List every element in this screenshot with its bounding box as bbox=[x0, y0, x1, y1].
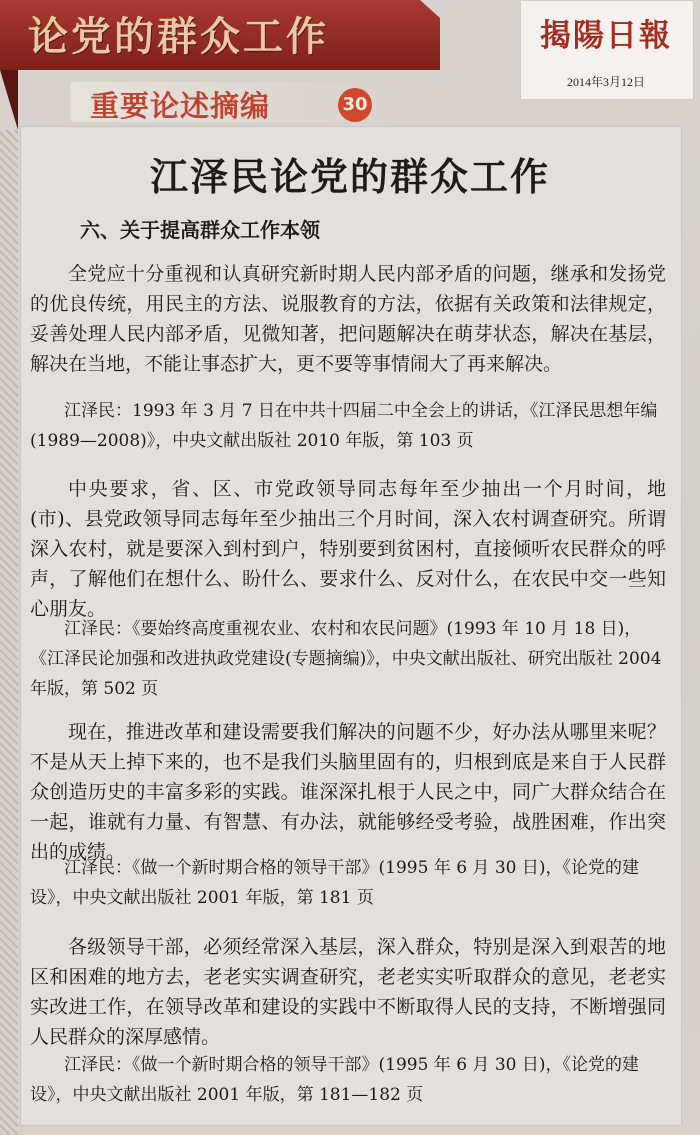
newspaper-logo: 揭陽日報 bbox=[540, 18, 672, 54]
article-headline: 江泽民论党的群众工作 bbox=[149, 155, 550, 199]
series-title: 重要论述摘编 bbox=[90, 89, 271, 123]
left-edge-hatching bbox=[0, 130, 18, 1135]
quote-citation: 江泽民：《要始终高度重视农业、农村和农民问题》(1993 年 10 月 18 日)，《江泽民论加强和改进执政党建设(专题摘编)》，中央文献出版社、研究出版社 2004 年版，第 502 页 bbox=[30, 619, 662, 699]
quote-citation: 江泽民：1993 年 3 月 7 日在中共十四届二中全会上的讲话，《江泽民思想年编(1989—2008)》，中央文献出版社 2010 年版，第 103 页 bbox=[30, 401, 658, 451]
quote-citation: 江泽民：《做一个新时期合格的领导干部》(1995 年 6 月 30 日)，《论党的建设》，中央文献出版社 2001 年版，第 181—182 页 bbox=[30, 1055, 639, 1105]
issue-date: 2014年3月12日 bbox=[566, 75, 645, 89]
column-title: 论党的群众工作 bbox=[28, 14, 329, 60]
section-heading: 六、关于提高群众工作本领 bbox=[80, 218, 320, 242]
quote-citation: 江泽民：《做一个新时期合格的领导干部》(1995 年 6 月 30 日)，《论党的建设》，中央文献出版社 2001 年版，第 181 页 bbox=[30, 858, 639, 908]
quote-paragraph: 现在，推进改革和建设需要我们解决的问题不少，好办法从哪里来呢？不是从天上掉下来的，也不是我们头脑里固有的，归根到底是来自于人民群众创造历史的丰富多彩的实践。谁深深扎根于人民之中，同广大群众结合在一起，谁就有力量、有智慧、有办法，就能够经受考验，战胜困难，作出突出的成绩。 bbox=[30, 721, 666, 863]
series-number-badge: 30 bbox=[338, 88, 372, 122]
quote-paragraph: 各级领导干部，必须经常深入基层，深入群众，特别是深入到艰苦的地区和困难的地方去，老老实实调查研究，老老实实听取群众的意见，老老实实改进工作，在领导改革和建设的实践中不断取得人民的支持，不断增强同人民群众的深厚感情。 bbox=[30, 936, 666, 1048]
quote-paragraph: 全党应十分重视和认真研究新时期人民内部矛盾的问题，继承和发扬党的优良传统，用民主的方法、说服教育的方法，依据有关政策和法律规定，妥善处理人民内部矛盾，见微知著，把问题解决在萌芽状态，解决在基层，解决在当地，不能让事态扩大，更不要等事情闹大了再来解决。 bbox=[30, 263, 666, 375]
quote-paragraph: 中央要求，省、区、市党政领导同志每年至少抽出一个月时间，地(市)、县党政领导同志每年至少抽出三个月时间，深入农村调查研究。所谓深入农村，就是要深入到村到户，特别要到贫困村，直接倾听农民群众的呼声，了解他们在想什么、盼什么、要求什么、反对什么，在农民中交一些知心朋友。 bbox=[30, 478, 666, 620]
